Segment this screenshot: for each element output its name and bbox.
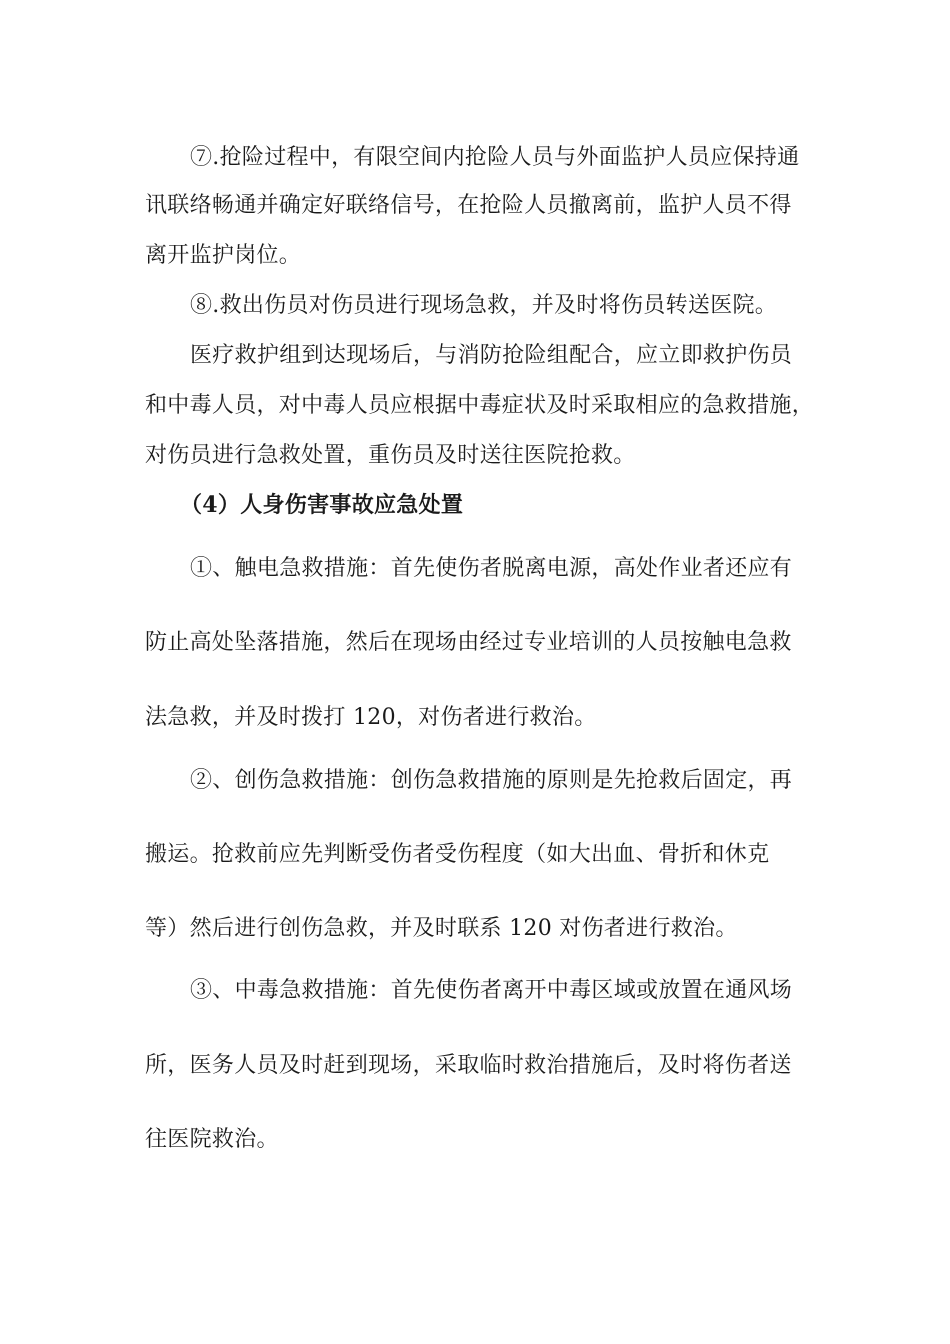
medical-paragraph-line-2: 和中毒人员，对中毒人员应根据中毒症状及时采取相应的急救措施， [145, 393, 815, 418]
trauma-line-3: 等）然后进行创伤急救，并及时联系 120 对伤者进行救治。 [145, 916, 738, 941]
medical-paragraph-line-3: 对伤员进行急救处置，重伤员及时送往医院抢救。 [145, 443, 636, 468]
paragraph-8: ⑧.救出伤员对伤员进行现场急救，并及时将伤员转送医院。 [190, 293, 778, 318]
poisoning-line-1: ③、中毒急救措施：首先使伤者离开中毒区域或放置在通风场 [190, 978, 793, 1003]
poisoning-line-3: 往医院救治。 [145, 1127, 279, 1152]
trauma-line-2: 搬运。抢救前应先判断受伤者受伤程度（如大出血、骨折和休克 [145, 842, 770, 867]
paragraph-7-line-1: ⑦.抢险过程中，有限空间内抢险人员与外面监护人员应保持通 [190, 145, 800, 170]
electric-shock-line-2: 防止高处坠落措施，然后在现场由经过专业培训的人员按触电急救 [145, 630, 792, 655]
electric-shock-line-3: 法急救，并及时拨打 120，对伤者进行救治。 [145, 705, 597, 730]
poisoning-line-2: 所，医务人员及时赶到现场，采取临时救治措施后，及时将伤者送 [145, 1053, 792, 1078]
trauma-line-1: ②、创伤急救措施：创伤急救措施的原则是先抢救后固定，再 [190, 768, 793, 793]
paragraph-7-line-3: 离开监护岗位。 [145, 243, 302, 268]
paragraph-7-line-2: 讯联络畅通并确定好联络信号，在抢险人员撤离前，监护人员不得 [145, 193, 792, 218]
electric-shock-line-1: ①、触电急救措施：首先使伤者脱离电源，高处作业者还应有 [190, 556, 793, 581]
section-heading: （4）人身伤害事故应急处置 [180, 492, 464, 518]
medical-paragraph-line-1: 医疗救护组到达现场后，与消防抢险组配合，应立即救护伤员 [190, 343, 793, 368]
